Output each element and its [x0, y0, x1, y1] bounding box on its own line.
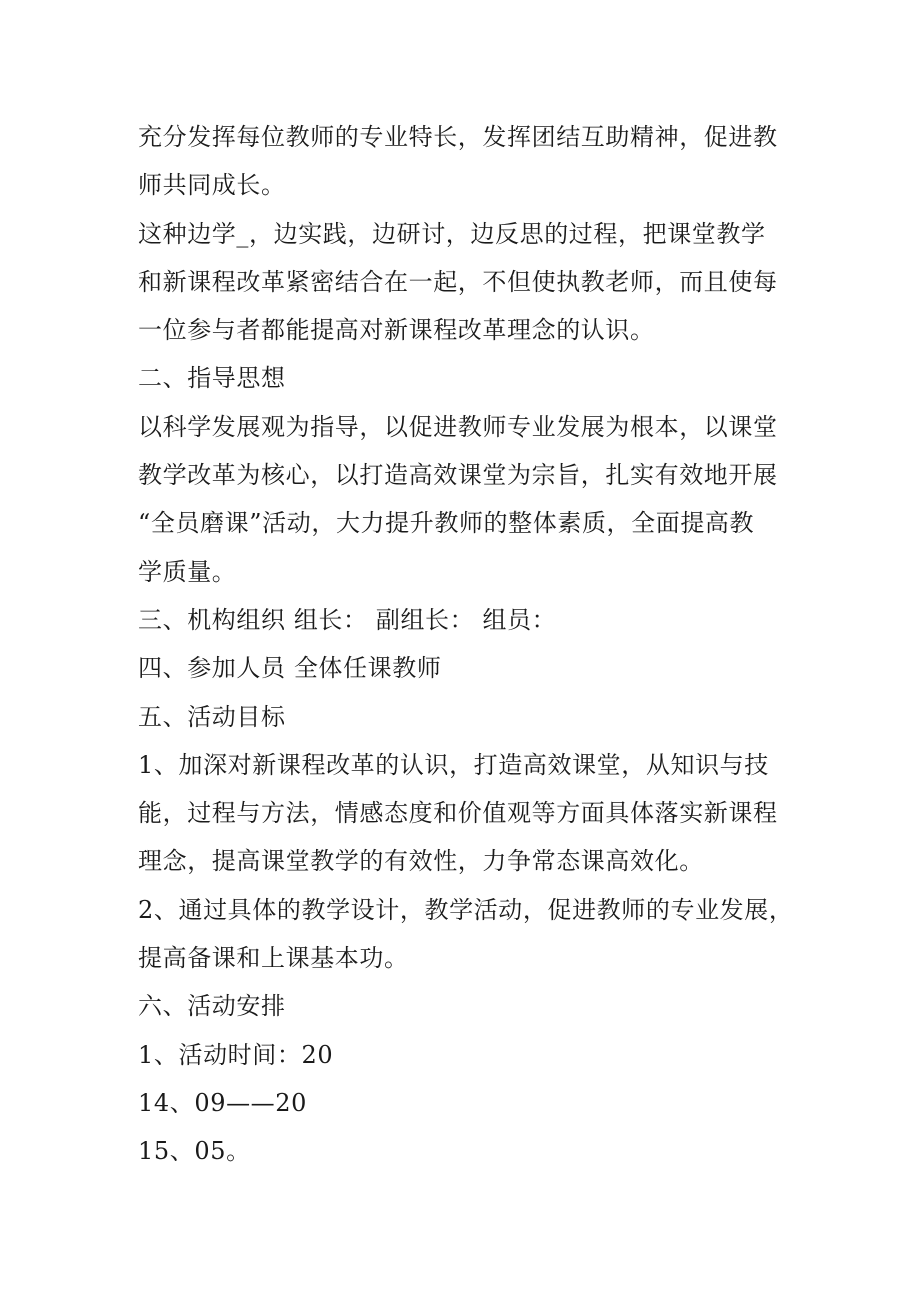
section-heading-participants: 四、参加人员 全体任课教师: [138, 654, 442, 683]
text-line: 这种边学_，边实践，边研讨，边反思的过程，把课堂教学: [138, 219, 766, 248]
text-line: 学质量。: [138, 557, 237, 586]
text-line: 以科学发展观为指导，以促进教师专业发展为根本，以课堂: [138, 412, 778, 441]
text-line: 1、活动时间：20: [138, 1040, 334, 1069]
text-line: 能，过程与方法，情感态度和价值观等方面具体落实新课程: [138, 799, 778, 828]
section-heading-goals: 五、活动目标: [138, 702, 286, 731]
text-line: 1、加深对新课程改革的认识，打造高效课堂，从知识与技: [138, 750, 769, 779]
text-line: 教学改革为核心，以打造高效课堂为宗旨，扎实有效地开展: [138, 461, 778, 490]
text-line: 师共同成长。: [138, 171, 286, 200]
text-line: “全员磨课”活动，大力提升教师的整体素质，全面提高教: [138, 509, 755, 538]
text-line: 15、05。: [138, 1137, 251, 1166]
section-heading-schedule: 六、活动安排: [138, 992, 286, 1021]
text-line: 和新课程改革紧密结合在一起，不但使执教老师，而且使每: [138, 267, 778, 296]
text-line: 理念，提高课堂教学的有效性，力争常态课高效化。: [138, 847, 704, 876]
section-heading-guiding-thought: 二、指导思想: [138, 364, 286, 393]
document-body: [138, 113, 818, 1176]
text-line: 14、09——20: [138, 1088, 308, 1117]
text-line: 提高备课和上课基本功。: [138, 944, 409, 973]
text-line: 2、通过具体的教学设计，教学活动，促进教师的专业发展，: [138, 895, 794, 924]
text-line: 充分发挥每位教师的专业特长，发挥团结互助精神，促进教: [138, 123, 778, 151]
text-line: 一位参与者都能提高对新课程改革理念的认识。: [138, 316, 655, 345]
section-heading-organization: 三、机构组织 组长： 副组长： 组员：: [138, 605, 557, 634]
